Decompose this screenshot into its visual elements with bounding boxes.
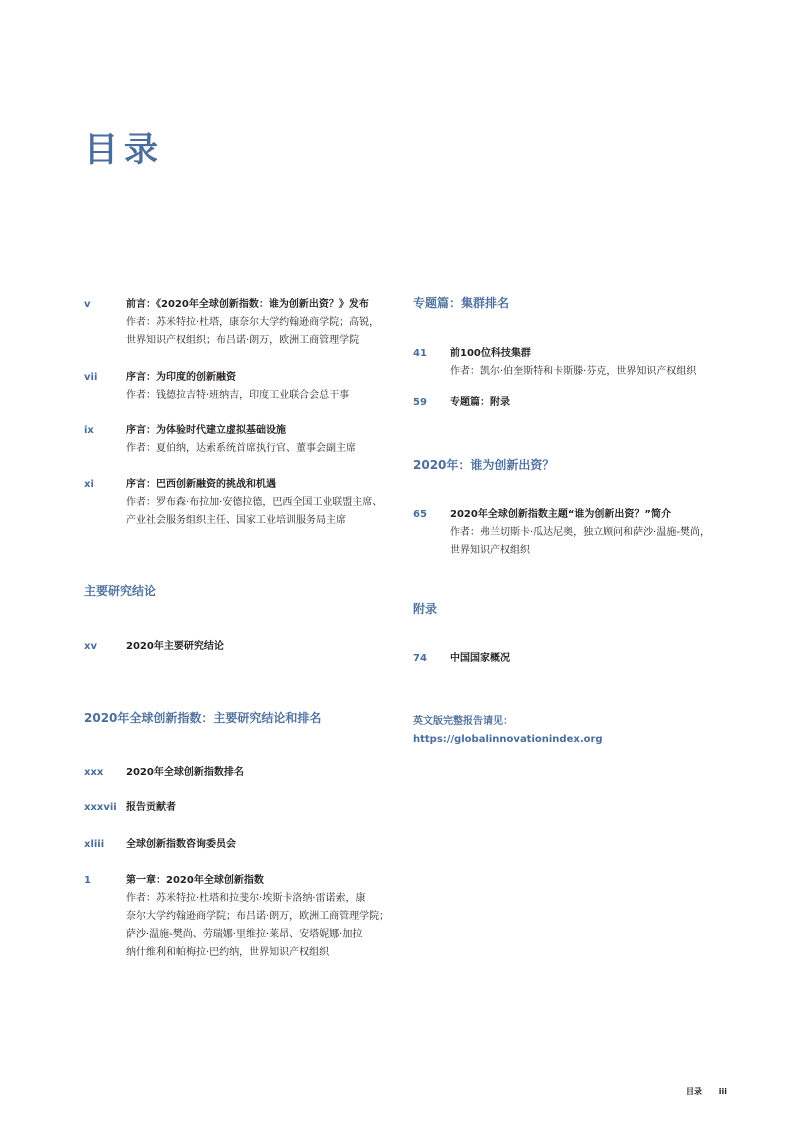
toc-page-number: xliii: [84, 839, 105, 850]
footer-page-number: iii: [718, 1087, 727, 1096]
page-footer: [672, 1086, 727, 1097]
toc-entry-authors: 世界知识产权组织: [450, 545, 530, 556]
toc-page-number: 41: [413, 348, 427, 359]
toc-entry-authors: 作者：凯尔·伯奎斯特和卡斯滕·芬克，世界知识产权组织: [450, 366, 697, 377]
toc-entry-authors: 产业社会服务组织主任、国家工业培训服务局主席: [126, 515, 346, 526]
toc-entry-authors: 奈尔大学约翰逊商学院；布吕诺·朗万，欧洲工商管理学院；: [126, 911, 390, 922]
toc-entry-title: 序言：为印度的创新融资: [126, 372, 236, 383]
toc-page-number: 65: [413, 509, 427, 520]
toc-entry[interactable]: [84, 476, 404, 530]
toc-entry-authors: 作者：苏米特拉·杜塔和拉斐尔·埃斯卡洛纳·雷诺索，康: [126, 893, 366, 904]
toc-entry-authors: 作者：弗兰切斯卡·瓜达尼奥，独立顾问和萨沙·温施-樊尚，: [450, 527, 710, 538]
toc-entry-authors: 作者：夏伯纳，达索系统首席执行官、董事会副主席: [126, 443, 356, 454]
toc-page-number: v: [84, 299, 91, 310]
toc-page-number: 59: [413, 397, 427, 408]
toc-entry[interactable]: [84, 422, 404, 458]
footer-label: 目录: [685, 1087, 702, 1096]
toc-entry-title: 专题篇：附录: [450, 397, 510, 408]
toc-entry-title: 中国国家概况: [450, 653, 510, 664]
toc-page-number: xv: [84, 641, 97, 652]
toc-entry-authors: 作者：罗布森·布拉加·安德拉德，巴西全国工业联盟主席、: [126, 497, 383, 508]
toc-page-number: vii: [84, 372, 98, 383]
toc-entry-title: 2020年全球创新指数主题“谁为创新出资？”简介: [450, 509, 671, 520]
section-heading: 附录: [413, 602, 438, 616]
toc-page-number: 74: [413, 653, 427, 664]
toc-entry[interactable]: [413, 506, 743, 560]
toc-entry-title: 前100位科技集群: [450, 348, 531, 359]
toc-entry-title: 序言：巴西创新融资的挑战和机遇: [126, 479, 276, 490]
toc-entry[interactable]: [84, 799, 404, 817]
section-heading: 2020年全球创新指数：主要研究结论和排名: [84, 711, 322, 725]
toc-page-number: 1: [84, 875, 91, 886]
page-title: 目录: [84, 130, 164, 170]
toc-entry-authors: 作者：钱德拉吉特·班纳吉，印度工业联合会总干事: [126, 390, 350, 401]
toc-entry-title: 2020年主要研究结论: [126, 641, 224, 652]
toc-entry[interactable]: [413, 345, 743, 381]
toc-page-number: ix: [84, 425, 94, 436]
toc-entry-title: 报告贡献者: [126, 802, 176, 813]
toc-entry[interactable]: [84, 296, 404, 350]
preface-list: [84, 296, 404, 350]
section-heading: 专题篇：集群排名: [413, 296, 510, 310]
toc-entry-title: 序言：为体验时代建立虚拟基础设施: [126, 425, 286, 436]
toc-entry[interactable]: [413, 394, 743, 412]
toc-entry-authors: 萨沙·温施-樊尚、劳瑞娜·里维拉·莱昂、安塔妮娜·加拉: [126, 929, 363, 940]
section-heading: 主要研究结论: [84, 584, 157, 598]
toc-entry-authors: 作者：苏米特拉·杜塔，康奈尔大学约翰逊商学院；高锐，: [126, 317, 380, 328]
toc-entry-authors: 纳什维利和帕梅拉·巴约纳，世界知识产权组织: [126, 947, 330, 958]
toc-page-number: xxx: [84, 767, 104, 778]
toc-entry-title: 第一章：2020年全球创新指数: [126, 875, 264, 886]
toc-entry[interactable]: [84, 836, 404, 854]
toc-entry[interactable]: [84, 764, 404, 782]
toc-entry-title: 全球创新指数咨询委员会: [126, 839, 236, 850]
toc-page-number: xi: [84, 479, 94, 490]
toc-entry[interactable]: [413, 650, 743, 668]
section-heading: 2020年：谁为创新出资？: [413, 458, 555, 472]
english-report-link[interactable]: https://globalinnovationindex.org: [413, 734, 603, 745]
toc-entry[interactable]: [84, 872, 404, 962]
toc-entry-authors: 世界知识产权组织；布吕诺·朗万，欧洲工商管理学院: [126, 335, 360, 346]
toc-entry[interactable]: [84, 638, 404, 656]
toc-entry-title: 前言：《2020年全球创新指数：谁为创新出资？》发布: [126, 299, 369, 310]
english-report-note: [413, 713, 603, 749]
toc-page-number: xxxvii: [84, 802, 117, 813]
english-report-label: 英文版完整报告请见：: [413, 716, 513, 727]
toc-entry[interactable]: [84, 369, 404, 405]
toc-entry-title: 2020年全球创新指数排名: [126, 767, 244, 778]
